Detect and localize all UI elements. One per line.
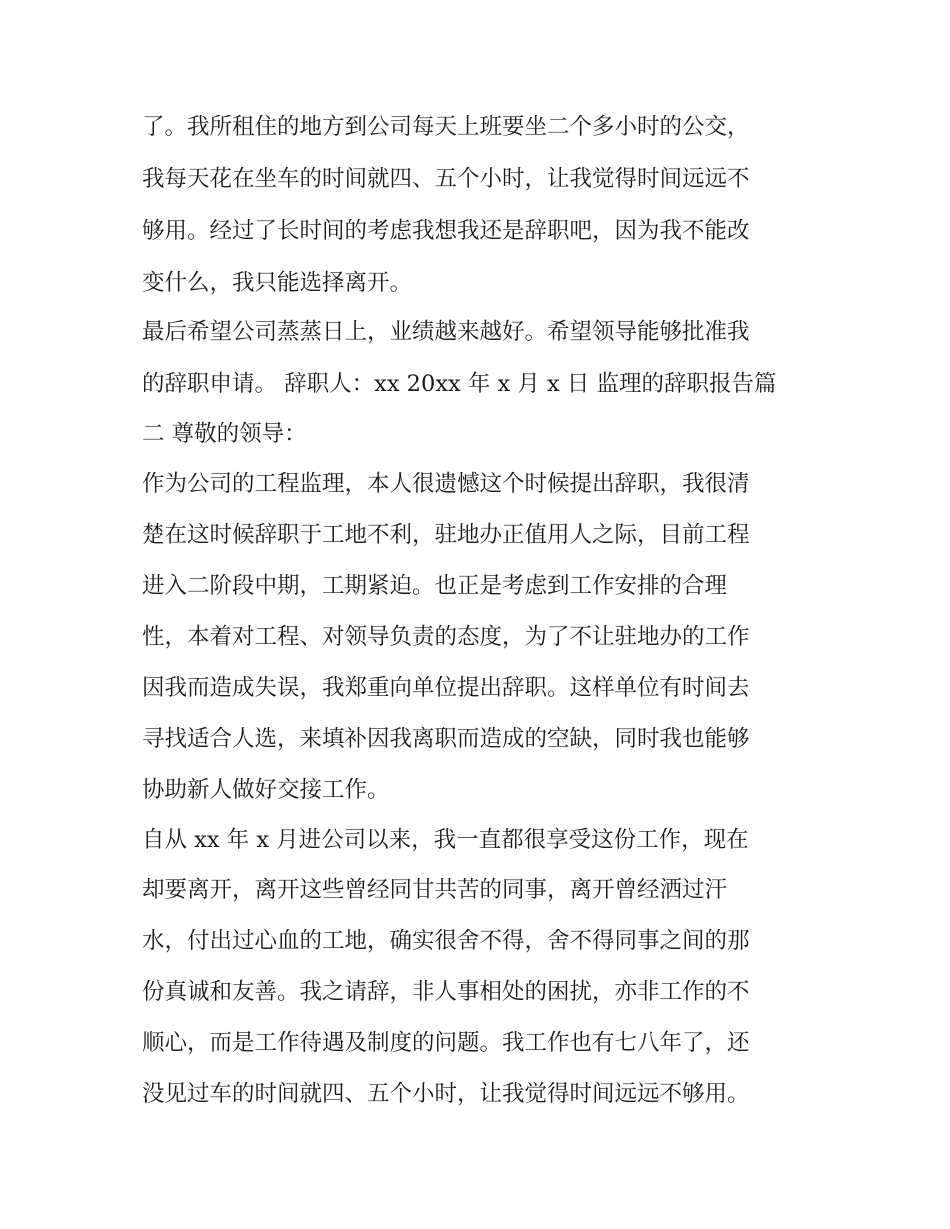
text-line: 楚在这时候辞职于工地不利，驻地办正值用人之际，目前工程 xyxy=(142,522,750,548)
text-line: 性，本着对工程、对领导负责的态度，为了不让驻地办的工作 xyxy=(142,624,750,650)
text-line: 水，付出过心血的工地，确实很舍不得，舍不得同事之间的那 xyxy=(142,928,750,954)
text-line: 却要离开，离开这些曾经同甘共苦的同事，离开曾经洒过汗 xyxy=(142,877,728,903)
text-line: 作为公司的工程监理，本人很遗憾这个时候提出辞职，我很清 xyxy=(142,471,750,497)
text-line: 的辞职申请。 辞职人：xx 20xx 年 x 月 x 日 监理的辞职报告篇 xyxy=(142,371,777,397)
text-line: 寻找适合人选，来填补因我离职而造成的空缺，同时我也能够 xyxy=(142,726,750,752)
text-line: 顺心，而是工作待遇及制度的问题。我工作也有七八年了，还 xyxy=(142,1030,750,1056)
text-line: 因我而造成失误，我郑重向单位提出辞职。这样单位有时间去 xyxy=(142,675,750,701)
text-line: 自从 xx 年 x 月进公司以来，我一直都很享受这份工作，现在 xyxy=(142,827,749,853)
text-line: 我每天花在坐车的时间就四、五个小时，让我觉得时间远远不 xyxy=(142,166,750,192)
text-line: 协助新人做好交接工作。 xyxy=(142,777,390,803)
text-line: 够用。经过了长时间的考虑我想我还是辞职吧，因为我不能改 xyxy=(142,218,750,244)
text-line: 份真诚和友善。我之请辞，非人事相处的困扰，亦非工作的不 xyxy=(142,979,750,1005)
text-line: 变什么，我只能选择离开。 xyxy=(142,270,413,296)
text-line: 了。我所租住的地方到公司每天上班要坐二个多小时的公交， xyxy=(142,114,750,140)
text-line: 没见过车的时间就四、五个小时，让我觉得时间远远不够用。 xyxy=(142,1081,750,1107)
text-line: 最后希望公司蒸蒸日上，业绩越来越好。希望领导能够批准我 xyxy=(142,319,750,345)
text-line: 二 尊敬的领导： xyxy=(142,421,307,447)
text-line: 进入二阶段中期，工期紧迫。也正是考虑到工作安排的合理 xyxy=(142,573,728,599)
